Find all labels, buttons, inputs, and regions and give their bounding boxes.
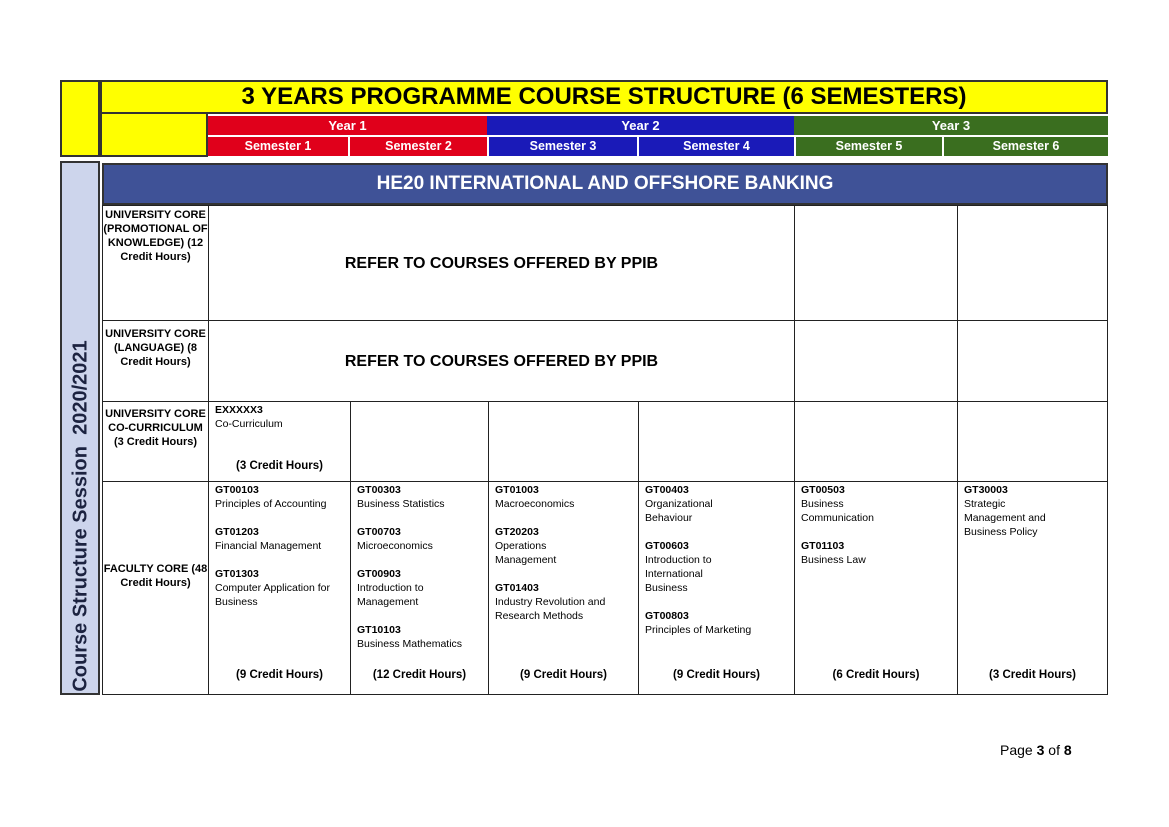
course-name: Microeconomics: [357, 540, 433, 552]
empty-cell-sem5: [794, 401, 958, 482]
page-number: [1000, 742, 1072, 758]
credit-hours: (9 Credit Hours): [673, 669, 760, 681]
semester-4-header: Semester 4: [639, 137, 794, 156]
course-name: Macroeconomics: [495, 498, 575, 510]
empty-cell-sem5: [794, 320, 958, 402]
course-name: Principles of Marketing: [645, 624, 752, 636]
page-current: 3: [1036, 742, 1045, 758]
course-code: GT00803: [645, 610, 689, 622]
year-2-header: Year 2: [487, 116, 794, 135]
course-code: GT01203: [215, 526, 259, 538]
credit-hours: (6 Credit Hours): [832, 669, 920, 681]
refer-ppib-language: REFER TO COURSES OFFERED BY PPIB: [208, 320, 795, 402]
empty-cell-sem2: [350, 401, 489, 482]
course-name: Business Communication: [801, 498, 874, 524]
course-code: GT00403: [645, 484, 689, 496]
row-label-university-core-language: UNIVERSITY CORE (LANGUAGE) (8 Credit Hours): [102, 320, 209, 402]
credit-hours: (3 Credit Hours): [989, 669, 1076, 681]
course-name: Organizational Behaviour: [645, 498, 713, 524]
faculty-sem2-cell: [350, 481, 489, 695]
refer-ppib-promotional: REFER TO COURSES OFFERED BY PPIB: [208, 205, 795, 321]
empty-cell-sem6: [957, 401, 1108, 482]
course-code: GT01403: [495, 582, 539, 594]
course-code: EXXXXX3: [215, 404, 263, 416]
credit-hours: (12 Credit Hours): [372, 669, 467, 681]
course-code: GT00303: [357, 484, 401, 496]
cocurriculum-sem1-cell: [208, 401, 351, 482]
row-label-university-core-cocurriculum: UNIVERSITY CORE CO-CURRICULUM (3 Credit Hours): [102, 401, 209, 482]
course-name: Introduction to International Business: [645, 554, 712, 594]
programme-structure-title: 3 YEARS PROGRAMME COURSE STRUCTURE (6 SEMESTERS): [100, 80, 1108, 114]
faculty-sem4-cell: [638, 481, 795, 695]
course-code: GT01003: [495, 484, 539, 496]
credit-hours: (9 Credit Hours): [520, 669, 607, 681]
row-label-faculty-core: FACULTY CORE (48 Credit Hours): [102, 481, 209, 695]
course-name: Principles of Accounting: [215, 498, 327, 510]
faculty-sem3-cell: [488, 481, 639, 695]
course-name: Industry Revolution and Research Methods: [495, 596, 606, 622]
course-code: GT01103: [801, 540, 845, 552]
credit-hours: (3 Credit Hours): [236, 460, 323, 472]
course-code: GT00503: [801, 484, 845, 496]
course-name: Strategic Management and Business Policy: [964, 498, 1046, 538]
course-code: GT10103: [357, 624, 401, 636]
credit-hours: (9 Credit Hours): [236, 669, 323, 681]
faculty-sem5-cell: [794, 481, 958, 695]
course-name: Operations Management: [495, 540, 557, 566]
course-name: Business Law: [801, 554, 866, 566]
course-code: GT00703: [357, 526, 401, 538]
course-code: GT00603: [645, 540, 689, 552]
row-label-university-core-promotional: UNIVERSITY CORE (PROMOTIONAL OF KNOWLEDGE) (12 Credit Hours): [102, 205, 209, 321]
page-total: 8: [1063, 742, 1072, 758]
page-prefix: Page: [1000, 742, 1037, 758]
page-of: of: [1044, 742, 1064, 758]
empty-cell-sem6: [957, 205, 1108, 321]
semester-3-header: Semester 3: [489, 137, 637, 156]
faculty-sem6-cell: [957, 481, 1108, 695]
course-name: Co-Curriculum: [215, 418, 283, 430]
header-left-subblock: [100, 114, 208, 157]
semester-2-header: Semester 2: [350, 137, 487, 156]
course-code: GT30003: [964, 484, 1008, 496]
header-left-block: [60, 80, 100, 157]
session-side-band: [60, 161, 100, 695]
course-code: GT00903: [357, 568, 401, 580]
programme-name-banner: HE20 INTERNATIONAL AND OFFSHORE BANKING: [102, 163, 1108, 205]
empty-cell-sem5: [794, 205, 958, 321]
year-1-header: Year 1: [208, 116, 487, 135]
course-name: Business Mathematics: [357, 638, 463, 650]
year-3-header: Year 3: [794, 116, 1108, 135]
course-code: GT00103: [215, 484, 259, 496]
faculty-sem1-cell: [208, 481, 351, 695]
course-name: Introduction to Management: [357, 582, 424, 608]
course-code: GT01303: [215, 568, 259, 580]
semester-6-header: Semester 6: [944, 137, 1108, 156]
course-name: Business Statistics: [357, 498, 445, 510]
empty-cell-sem3: [488, 401, 639, 482]
course-name: Financial Management: [215, 540, 322, 552]
empty-cell-sem4: [638, 401, 795, 482]
semester-5-header: Semester 5: [796, 137, 942, 156]
session-label: Course Structure Session 2020/2021: [69, 340, 92, 692]
course-code: GT20203: [495, 526, 539, 538]
semester-1-header: Semester 1: [208, 137, 348, 156]
empty-cell-sem6: [957, 320, 1108, 402]
course-name: Computer Application for Business: [215, 582, 330, 608]
